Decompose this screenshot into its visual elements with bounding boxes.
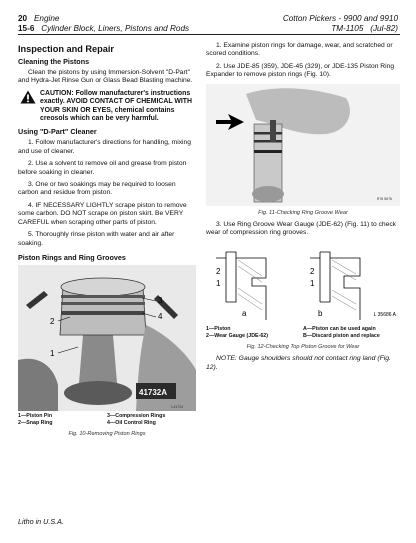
fig12-caption: Fig. 12-Checking Top Piston Groove for Wear	[246, 343, 360, 350]
manual-number: TM-1105	[331, 24, 364, 33]
header-rule	[18, 34, 400, 35]
legend-item: 1—Piston	[206, 325, 231, 332]
step-4: 4. IF NECESSARY LIGHTLY scrape piston to remove some carbon. DO NOT scrape on piston skirt. Be VERY CAREFUL when scraping other parts of piston.	[18, 201, 187, 226]
page-number: 20	[18, 14, 28, 23]
legend-item: 1—Piston Pin	[18, 412, 53, 419]
figure-10	[18, 265, 196, 411]
litho-footer: Litho in U.S.A.	[18, 517, 64, 526]
fig10-callout-2: 2	[50, 316, 55, 326]
piston-ring-removal-photo	[18, 265, 196, 411]
header-right-2	[331, 24, 398, 34]
figure-11	[206, 84, 400, 206]
rings-heading: Piston Rings and Ring Grooves	[18, 252, 126, 262]
groove-wear-diagram	[206, 242, 400, 324]
fig12-callout-b: b	[318, 308, 323, 318]
legend-item: 4—Oil Control Ring	[107, 419, 156, 426]
step-5: 5. Thoroughly rinse piston with water and air after soaking.	[18, 231, 175, 247]
fig12-callout-1b: 1	[310, 278, 315, 288]
gauge-note: NOTE: Gauge shoulders should not contact ring land (Fig. 12).	[206, 355, 391, 371]
fig12-callout-2b: 2	[310, 266, 315, 276]
fig10-stamp: 41732A	[139, 387, 168, 397]
step-3: 3. One or two soakings may be required to loosen carbon and residue from piston.	[18, 181, 176, 197]
header-left	[18, 14, 59, 24]
fig10-caption: Fig. 10-Removing Piston Rings	[68, 430, 146, 437]
fig10-code: L41724	[171, 404, 183, 409]
right-step-1: 1. Examine piston rings for damage, wear, and scratched or scored conditions.	[206, 42, 393, 58]
subsection-name: Cylinder Block, Liners, Pistons and Rods	[41, 24, 190, 33]
legend-item: 3—Compression Rings	[107, 412, 166, 419]
header-left-2	[18, 24, 189, 34]
manual-date: (Jul-82)	[370, 24, 398, 33]
fig12-callout-1a: 1	[216, 278, 221, 288]
step-2: 2. Use a solvent to remove oil and grease from piston before soaking in cleaner.	[18, 160, 187, 176]
ring-groove-check-photo	[206, 84, 400, 206]
fig12-callout-a: a	[242, 308, 247, 318]
legend-item: A—Piston can be used again	[303, 325, 376, 332]
fig12-legend	[206, 326, 400, 340]
dpart-heading: Using "D-Part" Cleaner	[18, 127, 97, 137]
header-right	[283, 14, 398, 24]
legend-item: B—Discard piston and replace	[303, 332, 380, 339]
fig12-code: L 35686 A	[373, 311, 396, 318]
fig10-callout-4: 4	[158, 311, 163, 321]
fig12-callout-2a: 2	[216, 266, 221, 276]
right-column	[206, 42, 400, 376]
section-name: Engine	[33, 14, 60, 23]
fig10-legend	[18, 413, 196, 427]
section-number: 15-6	[18, 24, 35, 33]
legend-item: 2—Wear Gauge (JDE-62)	[206, 332, 269, 339]
cleaning-paragraph: Clean the pistons by using Immersion-Solvent "D-Part" and Hydra-Jet Rinse Gun or Glass Bead Blasting machine.	[18, 69, 193, 85]
step-1: 1. Follow manufacturer's directions for handling, mixing and use of cleaner.	[18, 139, 191, 155]
section-title: Inspection and Repair	[18, 44, 114, 54]
caution-text: CAUTION: Follow manufacturer's instructions exactly. AVOID CONTACT OF CHEMICAL WITH YOUR SKIN OR EYES, chemical contains creosols which can be very harmful.	[40, 89, 192, 123]
legend-item: 2—Snap Ring	[18, 419, 53, 426]
warning-triangle-icon	[20, 90, 36, 104]
caution-block	[18, 90, 196, 124]
right-step-3: 3. Use Ring Groove Wear Gauge (JDE-62) (Fig. 11) to check wear of compression ring grooves.	[206, 221, 397, 237]
fig10-callout-1: 1	[50, 348, 55, 358]
cleaning-heading: Cleaning the Pistons	[18, 57, 90, 66]
left-column	[18, 42, 196, 442]
figure-12	[206, 242, 400, 324]
fig11-code: R76 5676	[376, 196, 392, 201]
right-step-2: 2. Use JDE-85 (359), JDE-45 (329), or JDE-135 Piston Ring Expander to remove piston rings (Fig. 10).	[206, 62, 395, 79]
fig11-caption: Fig. 11-Checking Ring Groove Wear	[258, 209, 348, 216]
fig10-callout-3: 3	[158, 295, 163, 305]
product-name: Cotton Pickers - 9900 and 9910	[282, 14, 398, 23]
